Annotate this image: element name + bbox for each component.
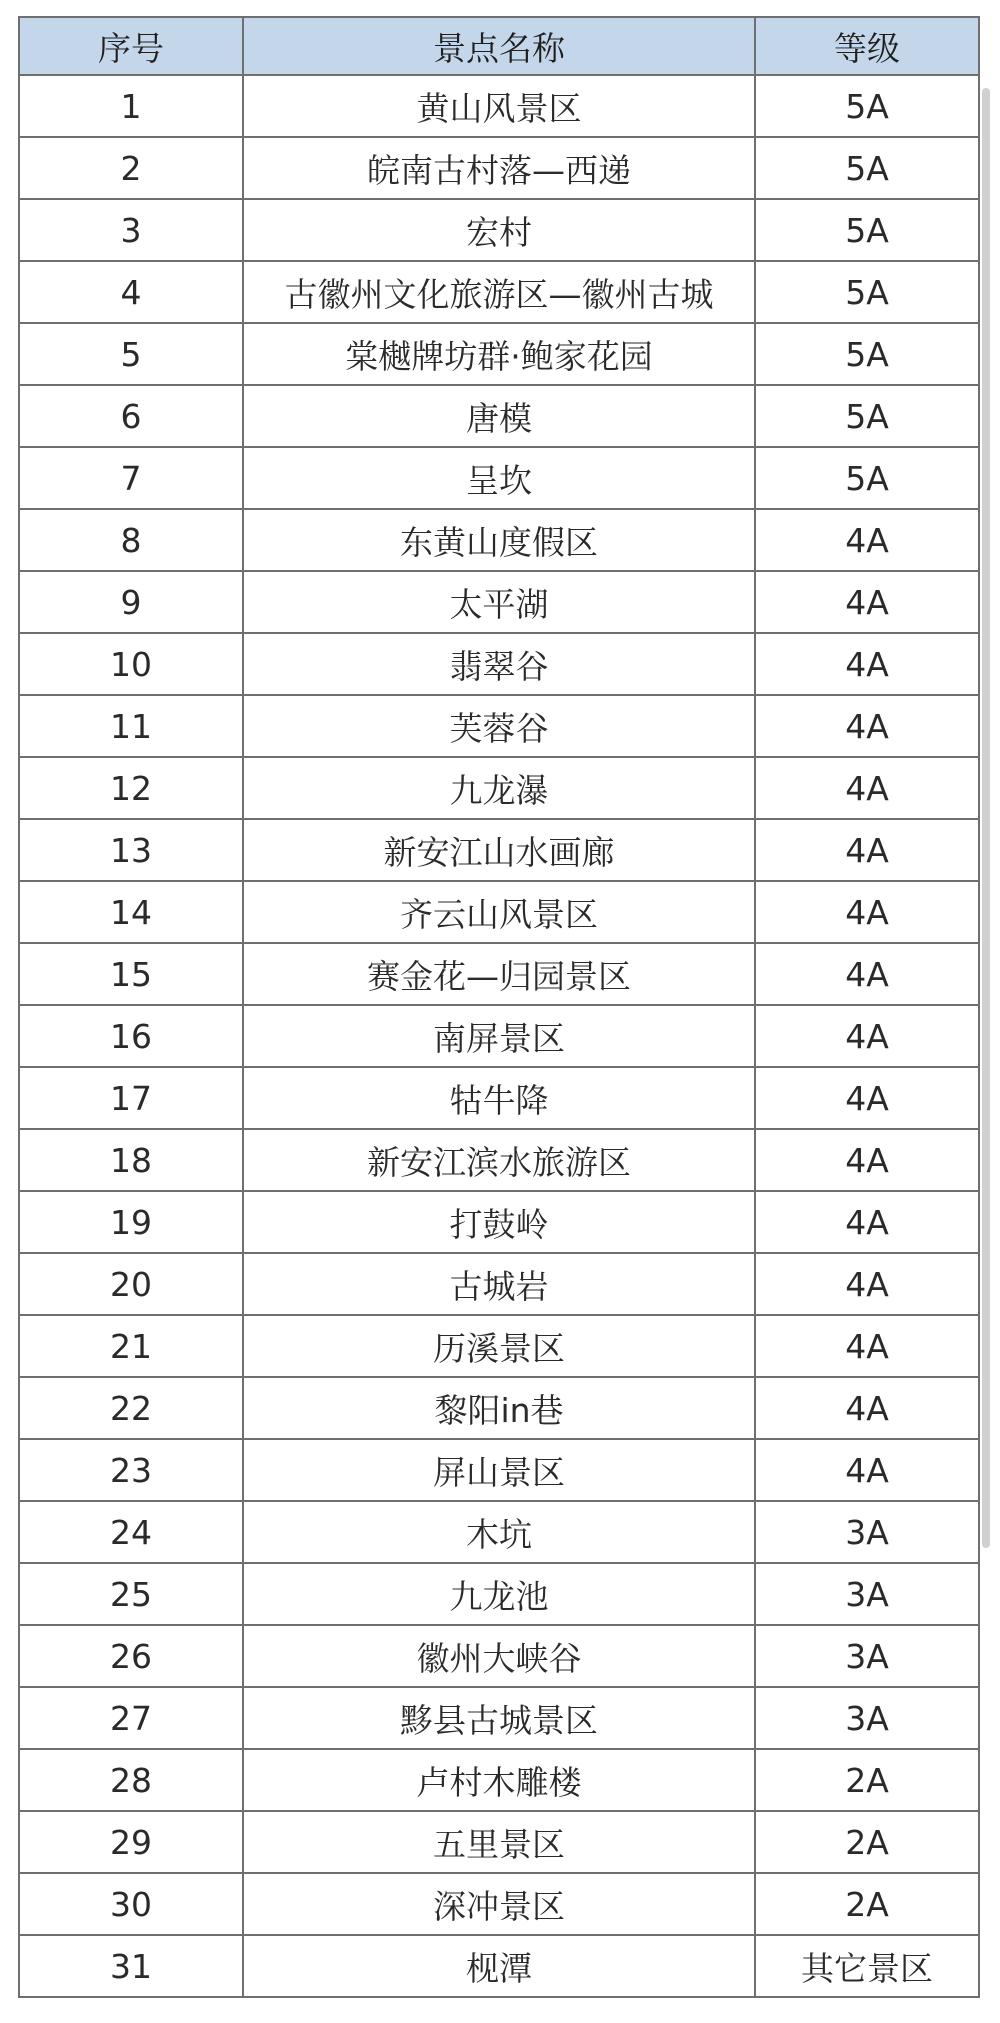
- table-row: [19, 323, 979, 385]
- cell-grade: 4A: [755, 943, 979, 1005]
- cell-grade: 4A: [755, 1253, 979, 1315]
- cell-spot-name: 历溪景区: [243, 1315, 755, 1377]
- cell-grade: 4A: [755, 509, 979, 571]
- cell-grade: 2A: [755, 1873, 979, 1935]
- table-row: [19, 571, 979, 633]
- cell-grade: 4A: [755, 1129, 979, 1191]
- cell-spot-name: 九龙池: [243, 1563, 755, 1625]
- table-row: [19, 1873, 979, 1935]
- cell-spot-name: 东黄山度假区: [243, 509, 755, 571]
- cell-number: 18: [19, 1129, 243, 1191]
- cell-number: 16: [19, 1005, 243, 1067]
- cell-number: 11: [19, 695, 243, 757]
- cell-spot-name: 新安江山水画廊: [243, 819, 755, 881]
- cell-grade: 5A: [755, 137, 979, 199]
- header-row: [19, 17, 979, 75]
- table-row: [19, 1191, 979, 1253]
- cell-spot-name: 徽州大峡谷: [243, 1625, 755, 1687]
- table-header: [19, 17, 979, 75]
- cell-grade: 4A: [755, 1005, 979, 1067]
- cell-spot-name: 打鼓岭: [243, 1191, 755, 1253]
- cell-grade: 其它景区: [755, 1935, 979, 1997]
- table-row: [19, 261, 979, 323]
- cell-spot-name: 黟县古城景区: [243, 1687, 755, 1749]
- table-row: [19, 1563, 979, 1625]
- column-header-number: 序号: [19, 17, 243, 75]
- table-row: [19, 1377, 979, 1439]
- cell-spot-name: 牯牛降: [243, 1067, 755, 1129]
- cell-grade: 3A: [755, 1563, 979, 1625]
- table-row: [19, 137, 979, 199]
- cell-number: 2: [19, 137, 243, 199]
- table-row: [19, 1129, 979, 1191]
- cell-grade: 4A: [755, 1439, 979, 1501]
- cell-number: 9: [19, 571, 243, 633]
- cell-spot-name: 古城岩: [243, 1253, 755, 1315]
- cell-spot-name: 五里景区: [243, 1811, 755, 1873]
- cell-spot-name: 南屏景区: [243, 1005, 755, 1067]
- table-row: [19, 1067, 979, 1129]
- table-row: [19, 695, 979, 757]
- cell-spot-name: 古徽州文化旅游区—徽州古城: [243, 261, 755, 323]
- cell-spot-name: 皖南古村落—西递: [243, 137, 755, 199]
- cell-spot-name: 黄山风景区: [243, 75, 755, 137]
- cell-number: 27: [19, 1687, 243, 1749]
- table-row: [19, 1935, 979, 1997]
- cell-number: 8: [19, 509, 243, 571]
- cell-grade: 4A: [755, 819, 979, 881]
- cell-spot-name: 芙蓉谷: [243, 695, 755, 757]
- table-row: [19, 881, 979, 943]
- table-row: [19, 633, 979, 695]
- cell-spot-name: 翡翠谷: [243, 633, 755, 695]
- cell-number: 10: [19, 633, 243, 695]
- cell-grade: 3A: [755, 1625, 979, 1687]
- cell-spot-name: 齐云山风景区: [243, 881, 755, 943]
- cell-grade: 5A: [755, 447, 979, 509]
- cell-grade: 2A: [755, 1811, 979, 1873]
- cell-number: 14: [19, 881, 243, 943]
- table-row: [19, 819, 979, 881]
- cell-grade: 4A: [755, 1067, 979, 1129]
- cell-number: 6: [19, 385, 243, 447]
- cell-spot-name: 赛金花—归园景区: [243, 943, 755, 1005]
- table-row: [19, 75, 979, 137]
- cell-number: 13: [19, 819, 243, 881]
- table-row: [19, 1749, 979, 1811]
- cell-grade: 5A: [755, 75, 979, 137]
- cell-number: 3: [19, 199, 243, 261]
- table-row: [19, 1501, 979, 1563]
- cell-grade: 4A: [755, 1191, 979, 1253]
- scenic-spot-table-container: [18, 16, 978, 1998]
- column-header-grade: 等级: [755, 17, 979, 75]
- cell-spot-name: 九龙瀑: [243, 757, 755, 819]
- cell-grade: 4A: [755, 695, 979, 757]
- table-row: [19, 1439, 979, 1501]
- cell-spot-name: 黎阳in巷: [243, 1377, 755, 1439]
- cell-number: 20: [19, 1253, 243, 1315]
- cell-spot-name: 棠樾牌坊群·鲍家花园: [243, 323, 755, 385]
- cell-grade: 4A: [755, 633, 979, 695]
- cell-grade: 4A: [755, 1377, 979, 1439]
- cell-grade: 3A: [755, 1501, 979, 1563]
- table-row: [19, 447, 979, 509]
- cell-number: 26: [19, 1625, 243, 1687]
- table-row: [19, 199, 979, 261]
- table-row: [19, 757, 979, 819]
- table-body: [19, 75, 979, 1997]
- cell-number: 19: [19, 1191, 243, 1253]
- cell-number: 24: [19, 1501, 243, 1563]
- cell-number: 25: [19, 1563, 243, 1625]
- cell-number: 4: [19, 261, 243, 323]
- cell-number: 29: [19, 1811, 243, 1873]
- cell-number: 23: [19, 1439, 243, 1501]
- table-row: [19, 385, 979, 447]
- table-row: [19, 509, 979, 571]
- table-row: [19, 943, 979, 1005]
- table-row: [19, 1811, 979, 1873]
- cell-grade: 5A: [755, 323, 979, 385]
- cell-grade: 3A: [755, 1687, 979, 1749]
- cell-spot-name: 宏村: [243, 199, 755, 261]
- cell-grade: 2A: [755, 1749, 979, 1811]
- cell-grade: 5A: [755, 199, 979, 261]
- table-row: [19, 1315, 979, 1377]
- cell-number: 12: [19, 757, 243, 819]
- cell-number: 21: [19, 1315, 243, 1377]
- cell-number: 1: [19, 75, 243, 137]
- cell-spot-name: 唐模: [243, 385, 755, 447]
- cell-spot-name: 呈坎: [243, 447, 755, 509]
- cell-spot-name: 太平湖: [243, 571, 755, 633]
- vertical-scrollbar[interactable]: [982, 88, 990, 1548]
- cell-number: 17: [19, 1067, 243, 1129]
- cell-number: 31: [19, 1935, 243, 1997]
- table-row: [19, 1687, 979, 1749]
- cell-grade: 4A: [755, 1315, 979, 1377]
- cell-grade: 4A: [755, 881, 979, 943]
- cell-grade: 4A: [755, 757, 979, 819]
- cell-number: 5: [19, 323, 243, 385]
- cell-grade: 5A: [755, 385, 979, 447]
- cell-spot-name: 木坑: [243, 1501, 755, 1563]
- cell-spot-name: 新安江滨水旅游区: [243, 1129, 755, 1191]
- table-row: [19, 1253, 979, 1315]
- table-row: [19, 1005, 979, 1067]
- cell-number: 15: [19, 943, 243, 1005]
- cell-grade: 5A: [755, 261, 979, 323]
- cell-number: 30: [19, 1873, 243, 1935]
- cell-spot-name: 卢村木雕楼: [243, 1749, 755, 1811]
- cell-spot-name: 深冲景区: [243, 1873, 755, 1935]
- cell-grade: 4A: [755, 571, 979, 633]
- table-row: [19, 1625, 979, 1687]
- cell-number: 28: [19, 1749, 243, 1811]
- cell-spot-name: 屏山景区: [243, 1439, 755, 1501]
- cell-number: 22: [19, 1377, 243, 1439]
- scenic-spot-table: [18, 16, 980, 1998]
- cell-number: 7: [19, 447, 243, 509]
- cell-spot-name: 枧潭: [243, 1935, 755, 1997]
- column-header-name: 景点名称: [243, 17, 755, 75]
